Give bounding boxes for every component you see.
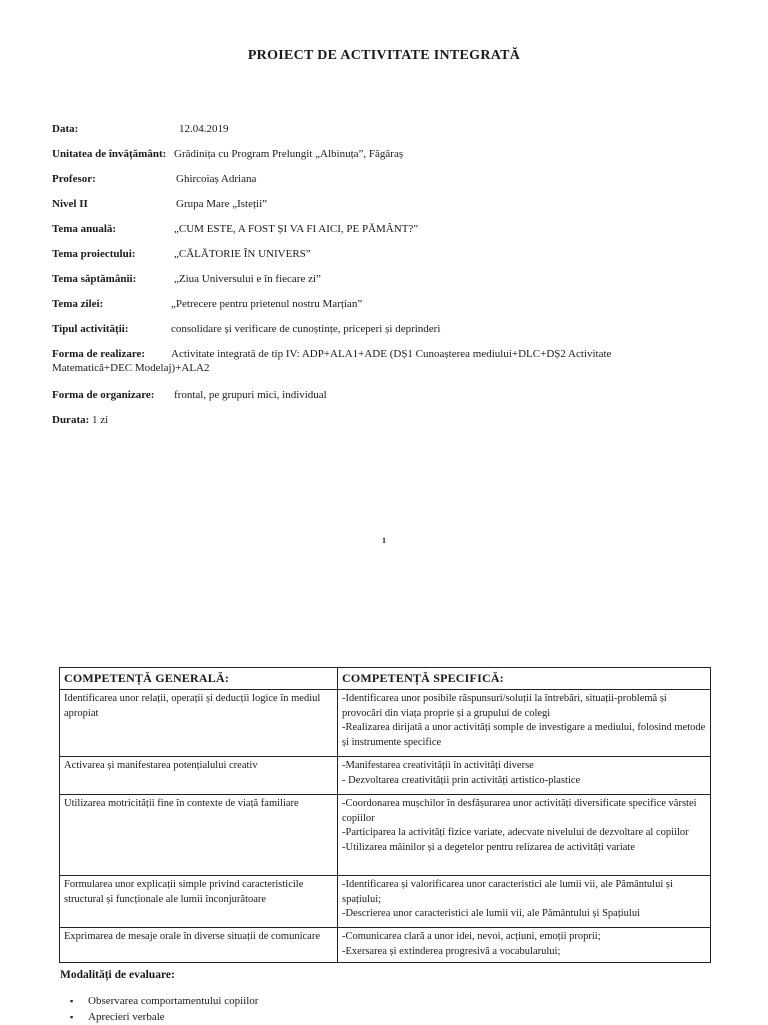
cell-specific <box>338 927 711 962</box>
specific-line: -Utilizarea mâinilor și a degetelor pentru relizarea de activități variate <box>342 842 635 854</box>
document-title: PROIECT DE ACTIVITATE INTEGRATĂ <box>247 48 521 63</box>
cell-general: Activarea și manifestarea potențialului creativ <box>60 756 338 794</box>
field-tipul-value: consolidare și verificare de cunoștințe, priceperi și deprinderi <box>171 323 441 335</box>
field-forma-organizare-value: frontal, pe grupuri mici, individual <box>174 389 327 401</box>
field-unitatea-label: Unitatea de învățământ: <box>52 148 167 160</box>
field-tema-anuala-label: Tema anuală: <box>52 223 117 235</box>
list-item: ▪ Observarea comportamentului copiilor <box>70 993 258 1009</box>
table-row <box>60 689 711 756</box>
cell-general: Formularea unor explicații simple privind caracteristicile structural și funcționale ale lumii înconjurătoare <box>60 875 338 927</box>
table-row <box>60 875 711 927</box>
field-data-value: 12.04.2019 <box>179 123 229 135</box>
specific-line: -Comunicarea clară a unor idei, nevoi, acțiuni, emoții proprii; <box>342 930 601 942</box>
field-durata <box>52 413 692 427</box>
field-tema-proiectului-label: Tema proiectului: <box>52 248 136 260</box>
specific-line: -Participarea la activități fizice variate, adecvate nivelului de dezvoltare al copiilor <box>342 827 689 839</box>
table-header-row <box>60 668 711 690</box>
specific-line: -Descrierea unor caracteristici ale lumii vii, ale Pământului și Spațiului <box>342 908 640 920</box>
field-unitatea <box>52 147 692 161</box>
field-nivel-label: Nivel II <box>52 198 88 210</box>
field-tema-saptamanii <box>52 272 692 286</box>
cell-general: Utilizarea motricității fine în contexte de viață familiare <box>60 794 338 875</box>
field-tema-zilei <box>52 297 692 311</box>
field-data-label: Data: <box>52 123 79 135</box>
field-tipul-activitatii <box>52 322 692 336</box>
field-data <box>52 122 692 136</box>
field-forma-realizare <box>52 347 692 375</box>
field-profesor-label: Profesor: <box>52 173 96 185</box>
field-durata-label: Durata: <box>52 414 90 426</box>
cell-specific <box>338 689 711 756</box>
field-profesor-value: Ghircoiaș Adriana <box>176 173 257 185</box>
field-forma-realizare-label: Forma de realizare: <box>52 348 146 360</box>
specific-line: -Identificarea și valorificarea unor caracteristici ale lumii vii, ale Pământului și spațiului; <box>342 878 673 905</box>
page-number: 1 <box>382 536 386 545</box>
field-tema-anuala-value: „CUM ESTE, A FOST ȘI VA FI AICI, PE PĂMÂNT?” <box>174 223 419 235</box>
specific-line: - Dezvoltarea creativității prin activități artistico-plastice <box>342 774 581 786</box>
field-tema-saptamanii-label: Tema săptămânii: <box>52 273 137 285</box>
field-tipul-label: Tipul activității: <box>52 323 129 335</box>
list-item: ▪ Aprecieri verbale <box>70 1009 258 1025</box>
cell-specific <box>338 756 711 794</box>
table-row <box>60 756 711 794</box>
field-forma-organizare-label: Forma de organizare: <box>52 389 155 401</box>
table-row <box>60 794 711 875</box>
header-competenta-specifica: COMPETENȚĂ SPECIFICĂ: <box>338 668 711 690</box>
specific-line: -Manifestarea creativității în activități diverse <box>342 759 534 771</box>
table-row <box>60 927 711 962</box>
cell-general: Exprimarea de mesaje orale în diverse situații de comunicare <box>60 927 338 962</box>
field-nivel-value: Grupa Mare „Isteții” <box>176 198 268 210</box>
field-forma-realizare-value-line1: Activitate integrată de tip IV: ADP+ALA1+ADE (DȘ1 Cunoașterea mediului+DLC+DȘ2 Activitate <box>171 348 612 360</box>
competente-table <box>59 667 711 963</box>
field-tema-saptamanii-value: „Ziua Universului e în fiecare zi” <box>174 273 321 285</box>
field-forma-organizare <box>52 388 692 402</box>
field-nivel <box>52 197 692 211</box>
cell-specific <box>338 875 711 927</box>
field-tema-proiectului <box>52 247 692 261</box>
header-competenta-generala: COMPETENȚĂ GENERALĂ: <box>60 668 338 690</box>
evaluare-title: Modalități de evaluare: <box>60 969 175 981</box>
field-tema-zilei-value: „Petrecere pentru prietenul nostru Marțian” <box>171 298 363 310</box>
field-unitatea-value: Grădinița cu Program Prelungit „Albinuța”, Făgăraș <box>174 148 404 160</box>
specific-line: -Realizarea dirijată a unor activități somple de investigare a mediului, folosind metode și instrumente specifice <box>342 722 706 749</box>
evaluare-list <box>70 993 258 1025</box>
field-forma-realizare-value-line2: Matematică+DEC Modelaj)+ALA2 <box>52 362 210 374</box>
specific-line: -Exersarea și extinderea progresivă a vocabularului; <box>342 945 561 957</box>
cell-general: Identificarea unor relații, operații și deducții logice în mediul apropiat <box>60 689 338 756</box>
cell-specific <box>338 794 711 875</box>
field-tema-anuala <box>52 222 692 236</box>
specific-line: -Identificarea unor posibile răspunsuri/soluții la întrebări, situații-problemă și provocări din viața proprie și a grupului de colegi <box>342 692 667 719</box>
field-durata-value: 1 zi <box>92 414 109 426</box>
field-tema-zilei-label: Tema zilei: <box>52 298 104 310</box>
field-tema-proiectului-value: „CĂLĂTORIE ÎN UNIVERS” <box>174 248 311 260</box>
field-profesor <box>52 172 692 186</box>
specific-line: -Coordonarea mușchilor în desfășurarea unor activități diversificate specifice vârstei copiilor <box>342 797 697 824</box>
